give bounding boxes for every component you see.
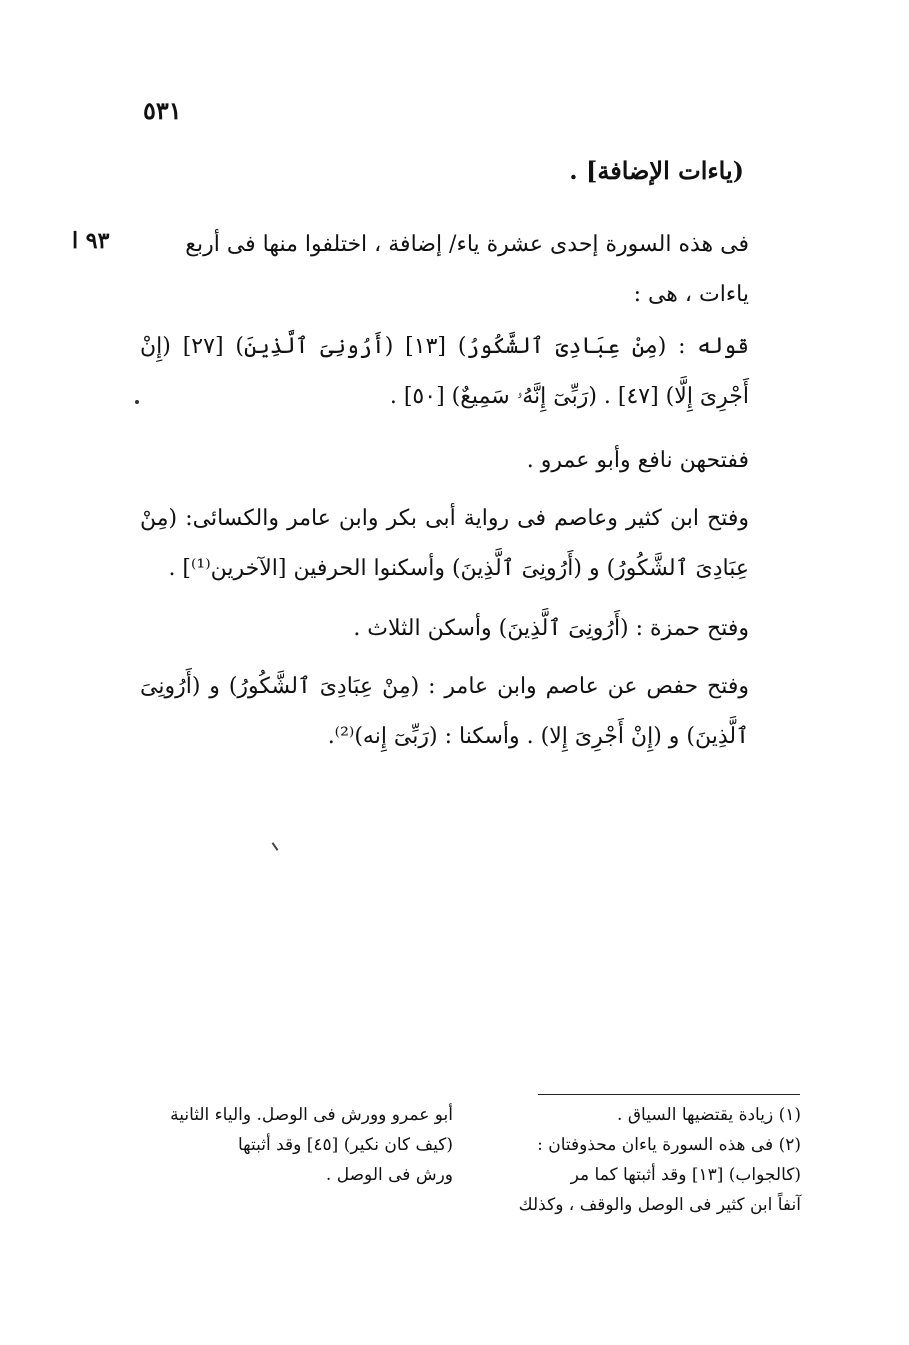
nafi-paragraph: ففتحهن نافع وأبو عمرو . bbox=[526, 448, 749, 473]
footnote-line: (٢) فى هذه السورة ياءان محذوفتان : bbox=[537, 1135, 801, 1155]
intro-line-1: فى هذه السورة إحدى عشرة ياء/ إضافة ، اختلفوا منها فى أربع bbox=[185, 232, 749, 257]
hafs-paragraph: وفتح حفص عن عاصم وابن عامر : (مِنْ عِبَادِىَ ٱلشَّكُورُ) و (أَرُونِىَ ٱلَّذِينَ) و (إِنْ أَجْرِىَ إِلا) . وأسكنا : (رَبِّىٓ إِنه)⁽²⁾. bbox=[140, 674, 749, 749]
ibn-kathir-paragraph: وفتح ابن كثير وعاصم فى رواية أبى بكر وابن عامر والكسائى: (مِنْ عِبَادِىَ ٱلشَّكُورُ) و (أَرُونِىَ ٱلَّذِينَ) وأسكنوا الحرفين [الآخرين⁽¹⁾] . bbox=[140, 506, 749, 581]
footnotes-left-column bbox=[143, 1100, 453, 1190]
footnote-line: أبو عمرو وورش فى الوصل. والياء الثانية bbox=[170, 1105, 453, 1125]
hamza-paragraph: وفتح حمزة : (أَرُونِىَ ٱلَّذِينَ) وأسكن الثلاث . bbox=[353, 616, 749, 641]
footnote-line: آنفاً ابن كثير فى الوصل والوقف ، وكذلك bbox=[518, 1195, 801, 1215]
stray-tick-mark bbox=[272, 842, 279, 851]
verses-paragraph: قوله : (مِنْ عِبَادِىَ ٱلشَّكُورُ) [١٣] (أَرُونِىَ ٱلَّذِينَ) [٢٧] (إِنْ أَجْرِىَ إِلَّا) [٤٧] . (رَبِّىٓ إِنَّهُۥ سَمِيعٌ) [٥٠] . bbox=[140, 334, 749, 409]
footnote-line: ورش فى الوصل . bbox=[325, 1165, 453, 1185]
footnote-line: (كالجواب) [١٣] وقد أثبتها كما مر bbox=[570, 1165, 801, 1185]
footnote-line: (١) زيادة يقتضيها السياق . bbox=[617, 1105, 801, 1125]
stray-dot-mark bbox=[135, 400, 139, 404]
footnote-line: (كيف كان نكير) [٤٥] وقد أثبتها bbox=[237, 1135, 453, 1155]
intro-paragraph bbox=[180, 220, 749, 320]
margin-note: ٩٣ ا bbox=[72, 228, 110, 254]
intro-line-2: ياءات ، هى : bbox=[633, 282, 749, 307]
footnotes-right-column bbox=[481, 1100, 801, 1220]
page-number: ٥٣١ bbox=[143, 96, 182, 125]
footnote-rule bbox=[538, 1094, 800, 1095]
section-heading: (ياءات الإضافة] . bbox=[569, 156, 744, 185]
